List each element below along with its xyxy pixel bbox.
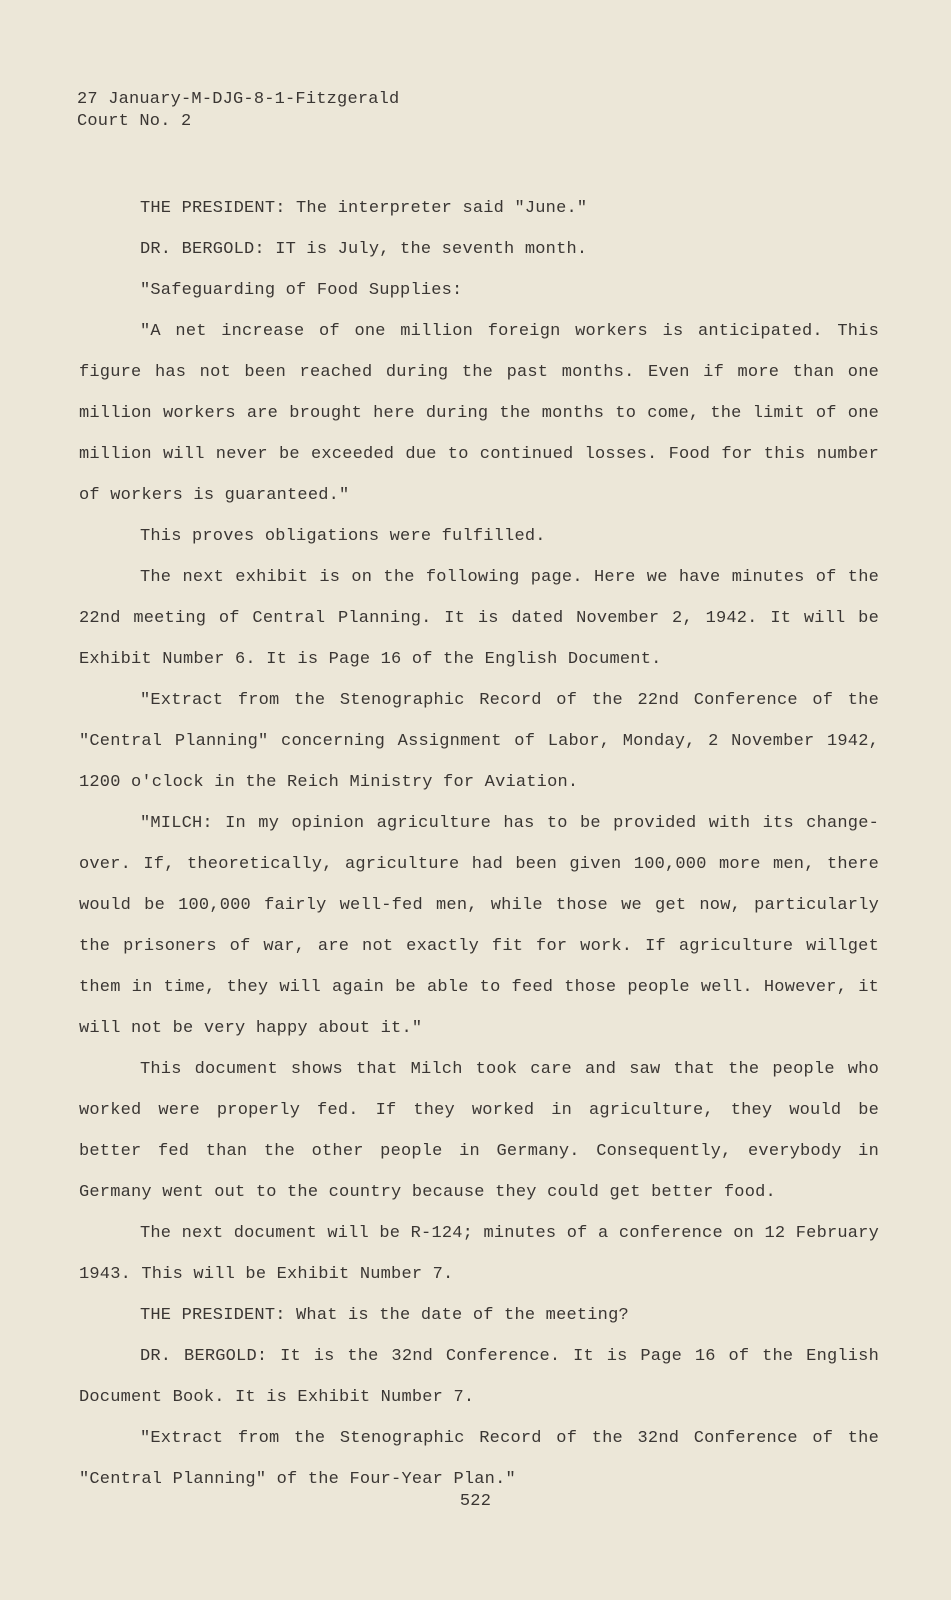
paragraph-safeguarding-heading: "Safeguarding of Food Supplies: <box>140 281 463 300</box>
paragraph-obligations-fulfilled: This proves obligations were fulfilled. <box>140 527 546 546</box>
paragraph-extract-32nd-conference: "Extract from the Stenographic Record of the 32nd Conference of the "Central Planning" of the Four-Year Plan." <box>79 1429 879 1489</box>
document-header <box>77 89 399 133</box>
paragraph-extract-22nd-conference: "Extract from the Stenographic Record of the 22nd Conference of the "Central Planning" concerning Assignment of Labor, Monday, 2 November 1942, 1200 o'clock in the Reich Ministry for Aviation. <box>79 691 879 792</box>
paragraph-president-date-question: THE PRESIDENT: What is the date of the meeting? <box>140 1306 629 1325</box>
paragraph-milch-quote: "MILCH: In my opinion agriculture has to be provided with its change-over. If, theoretically, agriculture had been given 100,000 more men, there would be 100,000 fairly well-fed men, while those we get now, particularly the prisoners of war, are not exactly fit for work. If agriculture willget them in time, they will again be able to feed those people well. However, it will not be very happy about it." <box>79 814 879 1038</box>
paragraph-next-document-r124: The next document will be R-124; minutes of a conference on 12 February 1943. This will be Exhibit Number 7. <box>79 1224 879 1284</box>
page-number: 522 <box>459 1492 492 1511</box>
paragraph-bergold-july: DR. BERGOLD: IT is July, the seventh month. <box>140 240 588 259</box>
header-reference-line: 27 January-M-DJG-8-1-Fitzgerald <box>77 90 400 109</box>
paragraph-bergold-32nd: DR. BERGOLD: It is the 32nd Conference. It is Page 16 of the English Document Book. It is Exhibit Number 7. <box>79 1347 879 1407</box>
header-court-line: Court No. 2 <box>77 112 192 131</box>
transcript-body <box>79 188 879 1500</box>
paragraph-president-june: THE PRESIDENT: The interpreter said "June." <box>140 199 588 218</box>
paragraph-next-exhibit-22nd: The next exhibit is on the following page. Here we have minutes of the 22nd meeting of Central Planning. It is dated November 2, 1942. It will be Exhibit Number 6. It is Page 16 of the English Document. <box>79 568 879 669</box>
paragraph-net-increase-quote: "A net increase of one million foreign workers is anticipated. This figure has not been reached during the past months. Even if more than one million workers are brought here during the months to come, the limit of one million will never be exceeded due to continued losses. Food for this number of workers is guaranteed." <box>79 322 879 505</box>
paragraph-milch-took-care: This document shows that Milch took care and saw that the people who worked were properly fed. If they worked in agriculture, they would be better fed than the other people in Germany. Consequently, everybody in Germany went out to the country because they could get better food. <box>79 1060 879 1202</box>
